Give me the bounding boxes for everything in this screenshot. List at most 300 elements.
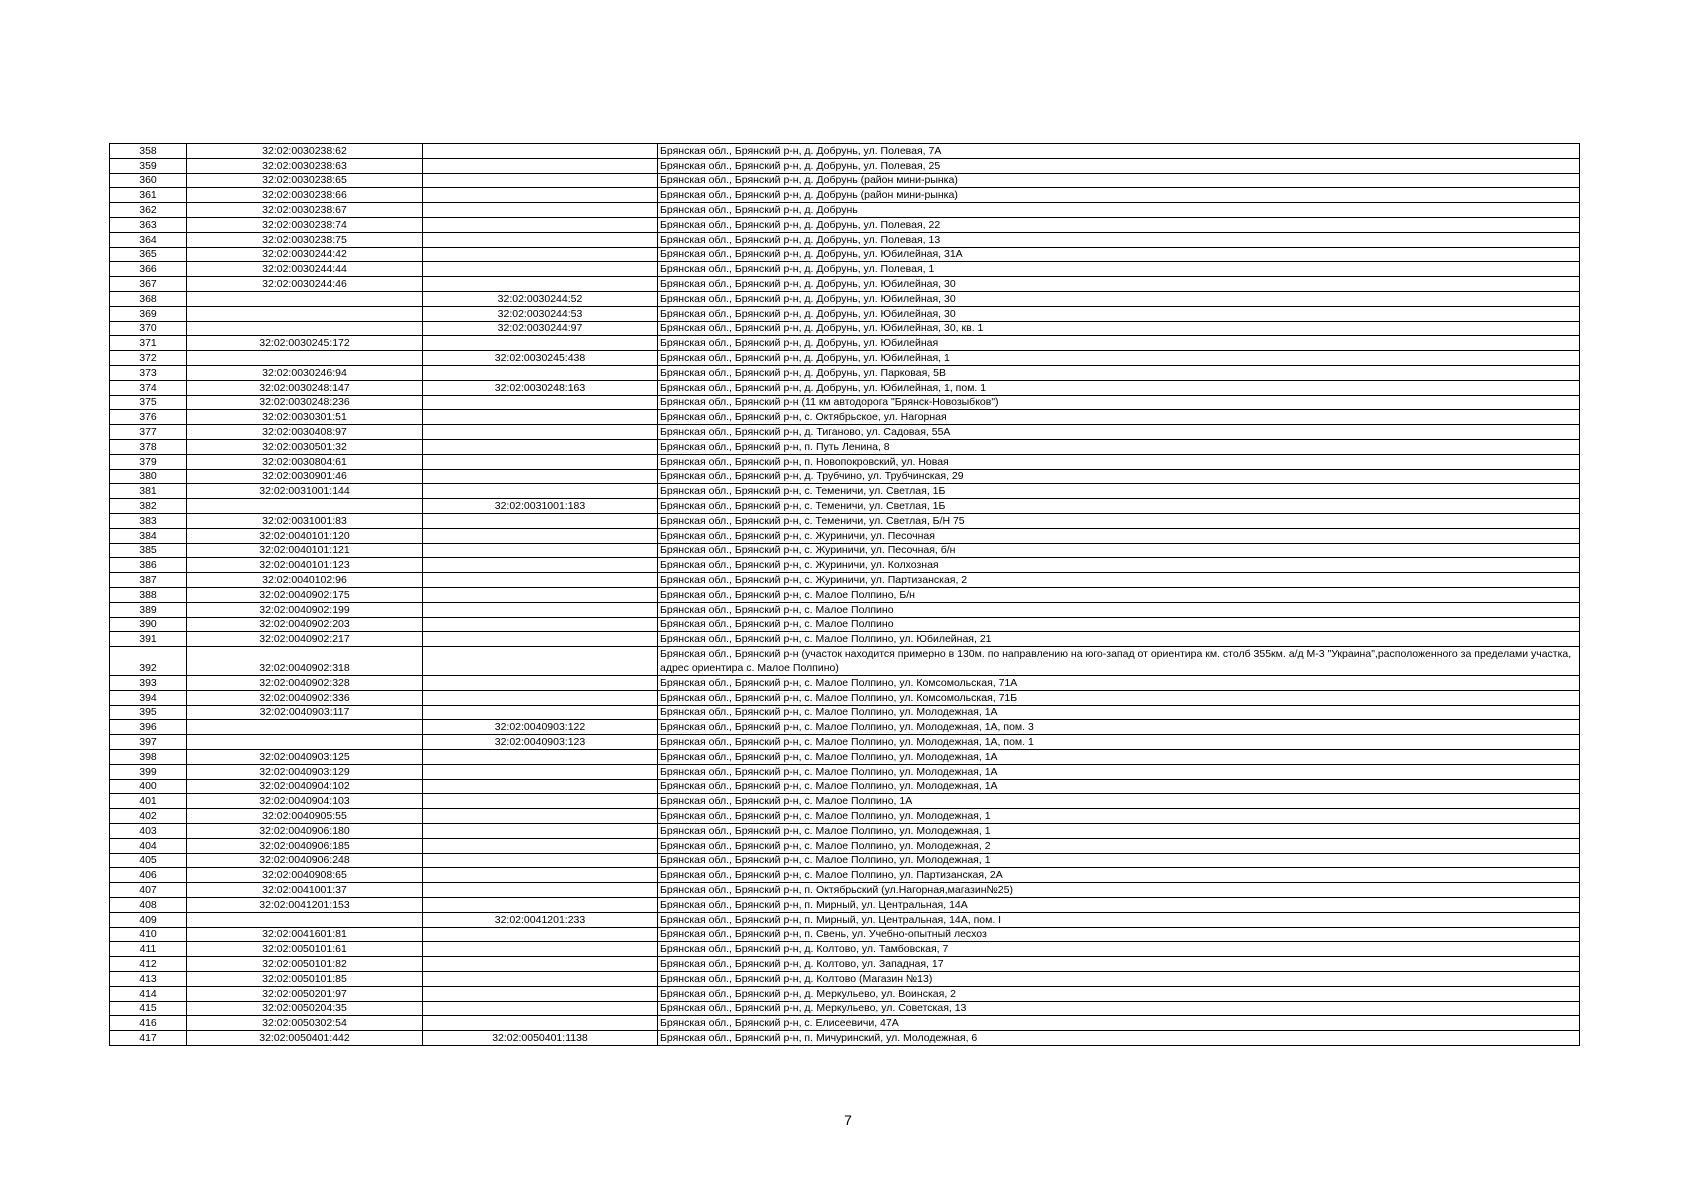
table-row bbox=[110, 927, 1580, 942]
cadastral-number bbox=[187, 720, 423, 735]
table-row bbox=[110, 587, 1580, 602]
cadastral-number-secondary bbox=[423, 277, 658, 292]
cadastral-number: 32:02:0040902:217 bbox=[187, 632, 423, 647]
cadastral-number-secondary bbox=[423, 247, 658, 262]
cadastral-number: 32:02:0050101:61 bbox=[187, 942, 423, 957]
cadastral-number-secondary bbox=[423, 513, 658, 528]
address: Брянская обл., Брянский р-н, д. Добрунь, ул. Полевая, 22 bbox=[658, 217, 1580, 232]
page-number: 7 bbox=[844, 1112, 852, 1128]
row-number: 384 bbox=[110, 528, 187, 543]
row-number: 361 bbox=[110, 188, 187, 203]
cadastral-number: 32:02:0050101:85 bbox=[187, 972, 423, 987]
row-number: 401 bbox=[110, 794, 187, 809]
row-number: 400 bbox=[110, 779, 187, 794]
address: Брянская обл., Брянский р-н, д. Трубчино, ул. Трубчинская, 29 bbox=[658, 469, 1580, 484]
cadastral-number-secondary bbox=[423, 528, 658, 543]
address: Брянская обл., Брянский р-н, д. Добрунь, ул. Полевая, 1 bbox=[658, 262, 1580, 277]
address: Брянская обл., Брянский р-н, д. Добрунь, ул. Юбилейная, 1, пом. 1 bbox=[658, 380, 1580, 395]
address: Брянская обл., Брянский р-н, п. Мирный, ул. Центральная, 14А bbox=[658, 898, 1580, 913]
table-row bbox=[110, 883, 1580, 898]
table-row bbox=[110, 484, 1580, 499]
address: Брянская обл., Брянский р-н, д. Добрунь (район мини-рынка) bbox=[658, 188, 1580, 203]
address: Брянская обл., Брянский р-н, с. Теменичи, ул. Светлая, 1Б bbox=[658, 499, 1580, 514]
cadastral-number: 32:02:0040903:117 bbox=[187, 705, 423, 720]
row-number: 358 bbox=[110, 144, 187, 159]
cadastral-number-secondary bbox=[423, 986, 658, 1001]
cadastral-number-secondary bbox=[423, 558, 658, 573]
registry-body bbox=[110, 144, 1580, 1046]
address: Брянская обл., Брянский р-н, п. Октябрьский (ул.Нагорная,магазин№25) bbox=[658, 883, 1580, 898]
address: Брянская обл., Брянский р-н, с. Малое Полпино, ул. Молодежная, 1 bbox=[658, 853, 1580, 868]
cadastral-number: 32:02:0030804:61 bbox=[187, 454, 423, 469]
table-row bbox=[110, 232, 1580, 247]
table-row bbox=[110, 291, 1580, 306]
table-row bbox=[110, 986, 1580, 1001]
cadastral-number-secondary bbox=[423, 647, 658, 676]
row-number: 402 bbox=[110, 809, 187, 824]
address: Брянская обл., Брянский р-н, п. Путь Ленина, 8 bbox=[658, 439, 1580, 454]
table-row bbox=[110, 942, 1580, 957]
cadastral-number-secondary: 32:02:0050401:1138 bbox=[423, 1031, 658, 1046]
table-row bbox=[110, 735, 1580, 750]
cadastral-number: 32:02:0030248:236 bbox=[187, 395, 423, 410]
cadastral-number-secondary bbox=[423, 203, 658, 218]
table-row bbox=[110, 277, 1580, 292]
cadastral-number-secondary bbox=[423, 838, 658, 853]
address: Брянская обл., Брянский р-н, д. Добрунь, ул. Полевая, 7А bbox=[658, 144, 1580, 159]
address: Брянская обл., Брянский р-н (11 км автодорога "Брянск-Новозыбков") bbox=[658, 395, 1580, 410]
address: Брянская обл., Брянский р-н, п. Мичуринский, ул. Молодежная, 6 bbox=[658, 1031, 1580, 1046]
cadastral-number bbox=[187, 291, 423, 306]
address: Брянская обл., Брянский р-н, с. Журиничи, ул. Песочная bbox=[658, 528, 1580, 543]
address: Брянская обл., Брянский р-н, д. Колтово (Магазин №13) bbox=[658, 972, 1580, 987]
row-number: 375 bbox=[110, 395, 187, 410]
table-row bbox=[110, 351, 1580, 366]
address: Брянская обл., Брянский р-н, с. Октябрьское, ул. Нагорная bbox=[658, 410, 1580, 425]
row-number: 360 bbox=[110, 173, 187, 188]
table-row bbox=[110, 809, 1580, 824]
address: Брянская обл., Брянский р-н, д. Добрунь, ул. Юбилейная, 30 bbox=[658, 277, 1580, 292]
address: Брянская обл., Брянский р-н, д. Добрунь, ул. Юбилейная, 30 bbox=[658, 291, 1580, 306]
table-row bbox=[110, 794, 1580, 809]
row-number: 359 bbox=[110, 158, 187, 173]
row-number: 386 bbox=[110, 558, 187, 573]
address: Брянская обл., Брянский р-н, д. Добрунь, ул. Юбилейная bbox=[658, 336, 1580, 351]
row-number: 393 bbox=[110, 676, 187, 691]
table-row bbox=[110, 543, 1580, 558]
cadastral-number-secondary: 32:02:0031001:183 bbox=[423, 499, 658, 514]
table-row bbox=[110, 321, 1580, 336]
row-number: 413 bbox=[110, 972, 187, 987]
table-row bbox=[110, 1001, 1580, 1016]
cadastral-number-secondary bbox=[423, 942, 658, 957]
table-row bbox=[110, 868, 1580, 883]
row-number: 364 bbox=[110, 232, 187, 247]
cadastral-number bbox=[187, 912, 423, 927]
cadastral-number: 32:02:0041001:37 bbox=[187, 883, 423, 898]
address: Брянская обл., Брянский р-н, д. Добрунь, ул. Полевая, 13 bbox=[658, 232, 1580, 247]
cadastral-number-secondary bbox=[423, 395, 658, 410]
cadastral-number-secondary bbox=[423, 158, 658, 173]
row-number: 376 bbox=[110, 410, 187, 425]
cadastral-number-secondary bbox=[423, 232, 658, 247]
cadastral-number-secondary bbox=[423, 425, 658, 440]
cadastral-number: 32:02:0040902:203 bbox=[187, 617, 423, 632]
cadastral-number-secondary bbox=[423, 632, 658, 647]
cadastral-number: 32:02:0030238:74 bbox=[187, 217, 423, 232]
cadastral-number: 32:02:0040903:129 bbox=[187, 764, 423, 779]
row-number: 399 bbox=[110, 764, 187, 779]
cadastral-number: 32:02:0030246:94 bbox=[187, 365, 423, 380]
address: Брянская обл., Брянский р-н, д. Добрунь (район мини-рынка) bbox=[658, 173, 1580, 188]
row-number: 415 bbox=[110, 1001, 187, 1016]
table-row bbox=[110, 425, 1580, 440]
table-row bbox=[110, 336, 1580, 351]
address: Брянская обл., Брянский р-н, с. Журиничи, ул. Песочная, б/н bbox=[658, 543, 1580, 558]
cadastral-number-secondary bbox=[423, 868, 658, 883]
address: Брянская обл., Брянский р-н, с. Малое Полпино, ул. Молодежная, 1А, пом. 3 bbox=[658, 720, 1580, 735]
row-number: 407 bbox=[110, 883, 187, 898]
cadastral-number: 32:02:0040101:120 bbox=[187, 528, 423, 543]
cadastral-number: 32:02:0040904:102 bbox=[187, 779, 423, 794]
address: Брянская обл., Брянский р-н, с. Журиничи, ул. Колхозная bbox=[658, 558, 1580, 573]
table-row bbox=[110, 676, 1580, 691]
cadastral-number: 32:02:0030238:63 bbox=[187, 158, 423, 173]
row-number: 403 bbox=[110, 824, 187, 839]
table-row bbox=[110, 957, 1580, 972]
table-row bbox=[110, 217, 1580, 232]
cadastral-number-secondary bbox=[423, 573, 658, 588]
cadastral-number: 32:02:0040904:103 bbox=[187, 794, 423, 809]
table-row bbox=[110, 824, 1580, 839]
address: Брянская обл., Брянский р-н, с. Малое Полпино, Б/н bbox=[658, 587, 1580, 602]
table-row bbox=[110, 972, 1580, 987]
address: Брянская обл., Брянский р-н, д. Добрунь bbox=[658, 203, 1580, 218]
table-row bbox=[110, 573, 1580, 588]
cadastral-number-secondary bbox=[423, 262, 658, 277]
address: Брянская обл., Брянский р-н, п. Свень, ул. Учебно-опытный лесхоз bbox=[658, 927, 1580, 942]
row-number: 398 bbox=[110, 750, 187, 765]
row-number: 395 bbox=[110, 705, 187, 720]
table-row bbox=[110, 499, 1580, 514]
cadastral-number: 32:02:0030301:51 bbox=[187, 410, 423, 425]
row-number: 362 bbox=[110, 203, 187, 218]
address: Брянская обл., Брянский р-н, д. Колтово, ул. Западная, 17 bbox=[658, 957, 1580, 972]
table-row bbox=[110, 528, 1580, 543]
cadastral-number-secondary bbox=[423, 454, 658, 469]
cadastral-number-secondary bbox=[423, 898, 658, 913]
cadastral-number-secondary: 32:02:0040903:123 bbox=[423, 735, 658, 750]
row-number: 366 bbox=[110, 262, 187, 277]
cadastral-number: 32:02:0040902:175 bbox=[187, 587, 423, 602]
cadastral-number-secondary bbox=[423, 439, 658, 454]
cadastral-number-secondary bbox=[423, 957, 658, 972]
table-row bbox=[110, 173, 1580, 188]
cadastral-number-secondary bbox=[423, 883, 658, 898]
cadastral-number-secondary bbox=[423, 587, 658, 602]
table-row bbox=[110, 454, 1580, 469]
cadastral-number: 32:02:0050101:82 bbox=[187, 957, 423, 972]
row-number: 382 bbox=[110, 499, 187, 514]
table-row bbox=[110, 395, 1580, 410]
table-row bbox=[110, 1016, 1580, 1031]
cadastral-number: 32:02:0050204:35 bbox=[187, 1001, 423, 1016]
cadastral-number-secondary: 32:02:0030245:438 bbox=[423, 351, 658, 366]
address: Брянская обл., Брянский р-н, с. Малое Полпино, ул. Молодежная, 1А bbox=[658, 750, 1580, 765]
address: Брянская обл., Брянский р-н, с. Малое Полпино, ул. Молодежная, 1А bbox=[658, 705, 1580, 720]
table-row bbox=[110, 469, 1580, 484]
table-row bbox=[110, 410, 1580, 425]
address: Брянская обл., Брянский р-н, с. Малое Полпино, ул. Комсомольская, 71А bbox=[658, 676, 1580, 691]
row-number: 412 bbox=[110, 957, 187, 972]
table-row bbox=[110, 380, 1580, 395]
row-number: 405 bbox=[110, 853, 187, 868]
row-number: 411 bbox=[110, 942, 187, 957]
cadastral-number: 32:02:0030238:67 bbox=[187, 203, 423, 218]
table-row bbox=[110, 306, 1580, 321]
row-number: 389 bbox=[110, 602, 187, 617]
table-row bbox=[110, 513, 1580, 528]
address: Брянская обл., Брянский р-н, п. Мирный, ул. Центральная, 14А, пом. I bbox=[658, 912, 1580, 927]
row-number: 404 bbox=[110, 838, 187, 853]
cadastral-number-secondary: 32:02:0030244:97 bbox=[423, 321, 658, 336]
table-row bbox=[110, 247, 1580, 262]
row-number: 409 bbox=[110, 912, 187, 927]
property-registry-table bbox=[109, 143, 1580, 1046]
row-number: 390 bbox=[110, 617, 187, 632]
cadastral-number: 32:02:0030244:42 bbox=[187, 247, 423, 262]
address: Брянская обл., Брянский р-н, д. Добрунь, ул. Юбилейная, 30, кв. 1 bbox=[658, 321, 1580, 336]
cadastral-number: 32:02:0040101:121 bbox=[187, 543, 423, 558]
address: Брянская обл., Брянский р-н, с. Малое Полпино, ул. Юбилейная, 21 bbox=[658, 632, 1580, 647]
cadastral-number: 32:02:0040908:65 bbox=[187, 868, 423, 883]
table-row bbox=[110, 690, 1580, 705]
table-row bbox=[110, 705, 1580, 720]
table-row bbox=[110, 1031, 1580, 1046]
cadastral-number: 32:02:0040902:199 bbox=[187, 602, 423, 617]
address: Брянская обл., Брянский р-н, д. Меркульево, ул. Советская, 13 bbox=[658, 1001, 1580, 1016]
table-row bbox=[110, 853, 1580, 868]
cadastral-number-secondary bbox=[423, 750, 658, 765]
address: Брянская обл., Брянский р-н, д. Добрунь, ул. Юбилейная, 30 bbox=[658, 306, 1580, 321]
address: Брянская обл., Брянский р-н, д. Добрунь, ул. Юбилейная, 31А bbox=[658, 247, 1580, 262]
row-number: 380 bbox=[110, 469, 187, 484]
row-number: 385 bbox=[110, 543, 187, 558]
cadastral-number-secondary bbox=[423, 188, 658, 203]
table-row bbox=[110, 838, 1580, 853]
row-number: 414 bbox=[110, 986, 187, 1001]
cadastral-number-secondary bbox=[423, 365, 658, 380]
cadastral-number: 32:02:0040906:185 bbox=[187, 838, 423, 853]
row-number: 368 bbox=[110, 291, 187, 306]
row-number: 417 bbox=[110, 1031, 187, 1046]
row-number: 379 bbox=[110, 454, 187, 469]
cadastral-number: 32:02:0040902:318 bbox=[187, 647, 423, 676]
address: Брянская обл., Брянский р-н, д. Добрунь, ул. Парковая, 5В bbox=[658, 365, 1580, 380]
cadastral-number-secondary bbox=[423, 217, 658, 232]
address: Брянская обл., Брянский р-н, д. Меркульево, ул. Воинская, 2 bbox=[658, 986, 1580, 1001]
table-row bbox=[110, 144, 1580, 159]
cadastral-number-secondary bbox=[423, 972, 658, 987]
cadastral-number-secondary: 32:02:0030244:53 bbox=[423, 306, 658, 321]
row-number: 383 bbox=[110, 513, 187, 528]
cadastral-number: 32:02:0030238:65 bbox=[187, 173, 423, 188]
cadastral-number: 32:02:0030245:172 bbox=[187, 336, 423, 351]
cadastral-number: 32:02:0030244:46 bbox=[187, 277, 423, 292]
row-number: 365 bbox=[110, 247, 187, 262]
address: Брянская обл., Брянский р-н, д. Тиганово, ул. Садовая, 55А bbox=[658, 425, 1580, 440]
table-row bbox=[110, 779, 1580, 794]
address: Брянская обл., Брянский р-н, с. Малое Полпино, ул. Молодежная, 1 bbox=[658, 824, 1580, 839]
table-row bbox=[110, 158, 1580, 173]
row-number: 387 bbox=[110, 573, 187, 588]
row-number: 381 bbox=[110, 484, 187, 499]
cadastral-number bbox=[187, 321, 423, 336]
row-number: 410 bbox=[110, 927, 187, 942]
row-number: 374 bbox=[110, 380, 187, 395]
cadastral-number: 32:02:0030501:32 bbox=[187, 439, 423, 454]
row-number: 397 bbox=[110, 735, 187, 750]
cadastral-number: 32:02:0030901:46 bbox=[187, 469, 423, 484]
table-row bbox=[110, 262, 1580, 277]
address: Брянская обл., Брянский р-н, с. Теменичи, ул. Светлая, 1Б bbox=[658, 484, 1580, 499]
cadastral-number bbox=[187, 499, 423, 514]
cadastral-number-secondary bbox=[423, 824, 658, 839]
cadastral-number-secondary bbox=[423, 173, 658, 188]
row-number: 391 bbox=[110, 632, 187, 647]
cadastral-number: 32:02:0040902:336 bbox=[187, 690, 423, 705]
cadastral-number: 32:02:0040906:180 bbox=[187, 824, 423, 839]
table-row bbox=[110, 912, 1580, 927]
address: Брянская обл., Брянский р-н, д. Колтово, ул. Тамбовская, 7 bbox=[658, 942, 1580, 957]
cadastral-number: 32:02:0050302:54 bbox=[187, 1016, 423, 1031]
row-number: 396 bbox=[110, 720, 187, 735]
cadastral-number-secondary: 32:02:0041201:233 bbox=[423, 912, 658, 927]
address: Брянская обл., Брянский р-н, с. Малое Полпино, ул. Комсомольская, 71Б bbox=[658, 690, 1580, 705]
cadastral-number-secondary: 32:02:0030244:52 bbox=[423, 291, 658, 306]
row-number: 394 bbox=[110, 690, 187, 705]
row-number: 373 bbox=[110, 365, 187, 380]
table-row bbox=[110, 750, 1580, 765]
cadastral-number: 32:02:0031001:144 bbox=[187, 484, 423, 499]
cadastral-number: 32:02:0030408:97 bbox=[187, 425, 423, 440]
table-row bbox=[110, 764, 1580, 779]
address: Брянская обл., Брянский р-н, с. Малое Полпино, 1А bbox=[658, 794, 1580, 809]
cadastral-number: 32:02:0030238:62 bbox=[187, 144, 423, 159]
address: Брянская обл., Брянский р-н, с. Елисеевичи, 47А bbox=[658, 1016, 1580, 1031]
table-row bbox=[110, 898, 1580, 913]
cadastral-number-secondary bbox=[423, 144, 658, 159]
row-number: 378 bbox=[110, 439, 187, 454]
row-number: 388 bbox=[110, 587, 187, 602]
cadastral-number-secondary: 32:02:0040903:122 bbox=[423, 720, 658, 735]
row-number: 372 bbox=[110, 351, 187, 366]
cadastral-number-secondary bbox=[423, 602, 658, 617]
cadastral-number: 32:02:0050201:97 bbox=[187, 986, 423, 1001]
table-row bbox=[110, 558, 1580, 573]
cadastral-number-secondary bbox=[423, 1016, 658, 1031]
table-row bbox=[110, 365, 1580, 380]
cadastral-number-secondary bbox=[423, 469, 658, 484]
address: Брянская обл., Брянский р-н, д. Добрунь, ул. Полевая, 25 bbox=[658, 158, 1580, 173]
cadastral-number-secondary bbox=[423, 543, 658, 558]
cadastral-number: 32:02:0031001:83 bbox=[187, 513, 423, 528]
table-row bbox=[110, 188, 1580, 203]
address: Брянская обл., Брянский р-н, с. Малое Полпино, ул. Молодежная, 1А bbox=[658, 764, 1580, 779]
cadastral-number bbox=[187, 306, 423, 321]
cadastral-number: 32:02:0040102:96 bbox=[187, 573, 423, 588]
cadastral-number-secondary bbox=[423, 336, 658, 351]
cadastral-number: 32:02:0030238:75 bbox=[187, 232, 423, 247]
cadastral-number: 32:02:0040905:55 bbox=[187, 809, 423, 824]
table-row bbox=[110, 439, 1580, 454]
cadastral-number: 32:02:0040903:125 bbox=[187, 750, 423, 765]
cadastral-number-secondary bbox=[423, 779, 658, 794]
address: Брянская обл., Брянский р-н, с. Малое Полпино bbox=[658, 617, 1580, 632]
address: Брянская обл., Брянский р-н, п. Новопокровский, ул. Новая bbox=[658, 454, 1580, 469]
cadastral-number: 32:02:0040902:328 bbox=[187, 676, 423, 691]
row-number: 406 bbox=[110, 868, 187, 883]
cadastral-number bbox=[187, 735, 423, 750]
cadastral-number: 32:02:0050401:442 bbox=[187, 1031, 423, 1046]
cadastral-number-secondary bbox=[423, 617, 658, 632]
table-row bbox=[110, 632, 1580, 647]
row-number: 370 bbox=[110, 321, 187, 336]
address: Брянская обл., Брянский р-н, с. Журиничи, ул. Партизанская, 2 bbox=[658, 573, 1580, 588]
table-row bbox=[110, 720, 1580, 735]
cadastral-number-secondary bbox=[423, 484, 658, 499]
table-row bbox=[110, 647, 1580, 676]
cadastral-number-secondary bbox=[423, 927, 658, 942]
address: Брянская обл., Брянский р-н, с. Малое Полпино, ул. Молодежная, 1А bbox=[658, 779, 1580, 794]
row-number: 363 bbox=[110, 217, 187, 232]
row-number: 367 bbox=[110, 277, 187, 292]
row-number: 377 bbox=[110, 425, 187, 440]
row-number: 408 bbox=[110, 898, 187, 913]
cadastral-number-secondary bbox=[423, 1001, 658, 1016]
table-row bbox=[110, 203, 1580, 218]
address: Брянская обл., Брянский р-н, с. Малое Полпино, ул. Партизанская, 2А bbox=[658, 868, 1580, 883]
cadastral-number: 32:02:0040101:123 bbox=[187, 558, 423, 573]
cadastral-number-secondary bbox=[423, 705, 658, 720]
cadastral-number bbox=[187, 351, 423, 366]
address: Брянская обл., Брянский р-н, д. Добрунь, ул. Юбилейная, 1 bbox=[658, 351, 1580, 366]
address: Брянская обл., Брянский р-н, с. Теменичи, ул. Светлая, Б/Н 75 bbox=[658, 513, 1580, 528]
table-row bbox=[110, 602, 1580, 617]
cadastral-number-secondary bbox=[423, 794, 658, 809]
cadastral-number: 32:02:0041601:81 bbox=[187, 927, 423, 942]
cadastral-number-secondary bbox=[423, 809, 658, 824]
cadastral-number-secondary bbox=[423, 764, 658, 779]
cadastral-number: 32:02:0040906:248 bbox=[187, 853, 423, 868]
address: Брянская обл., Брянский р-н (участок находится примерно в 130м. по направлению на юго-запад от ориентира км. столб 355км. а/д М-3 "Украина",расположенного за пределами участка, адрес ориентира с. Малое Полпино) bbox=[658, 647, 1580, 676]
cadastral-number: 32:02:0041201:153 bbox=[187, 898, 423, 913]
row-number: 371 bbox=[110, 336, 187, 351]
cadastral-number: 32:02:0030244:44 bbox=[187, 262, 423, 277]
address: Брянская обл., Брянский р-н, с. Малое Полпино, ул. Молодежная, 1А, пом. 1 bbox=[658, 735, 1580, 750]
row-number: 416 bbox=[110, 1016, 187, 1031]
cadastral-number-secondary bbox=[423, 410, 658, 425]
address: Брянская обл., Брянский р-н, с. Малое Полпино, ул. Молодежная, 1 bbox=[658, 809, 1580, 824]
cadastral-number-secondary bbox=[423, 676, 658, 691]
row-number: 369 bbox=[110, 306, 187, 321]
cadastral-number-secondary: 32:02:0030248:163 bbox=[423, 380, 658, 395]
row-number: 392 bbox=[110, 647, 187, 676]
cadastral-number: 32:02:0030248:147 bbox=[187, 380, 423, 395]
cadastral-number-secondary bbox=[423, 853, 658, 868]
address: Брянская обл., Брянский р-н, с. Малое Полпино bbox=[658, 602, 1580, 617]
cadastral-number-secondary bbox=[423, 690, 658, 705]
